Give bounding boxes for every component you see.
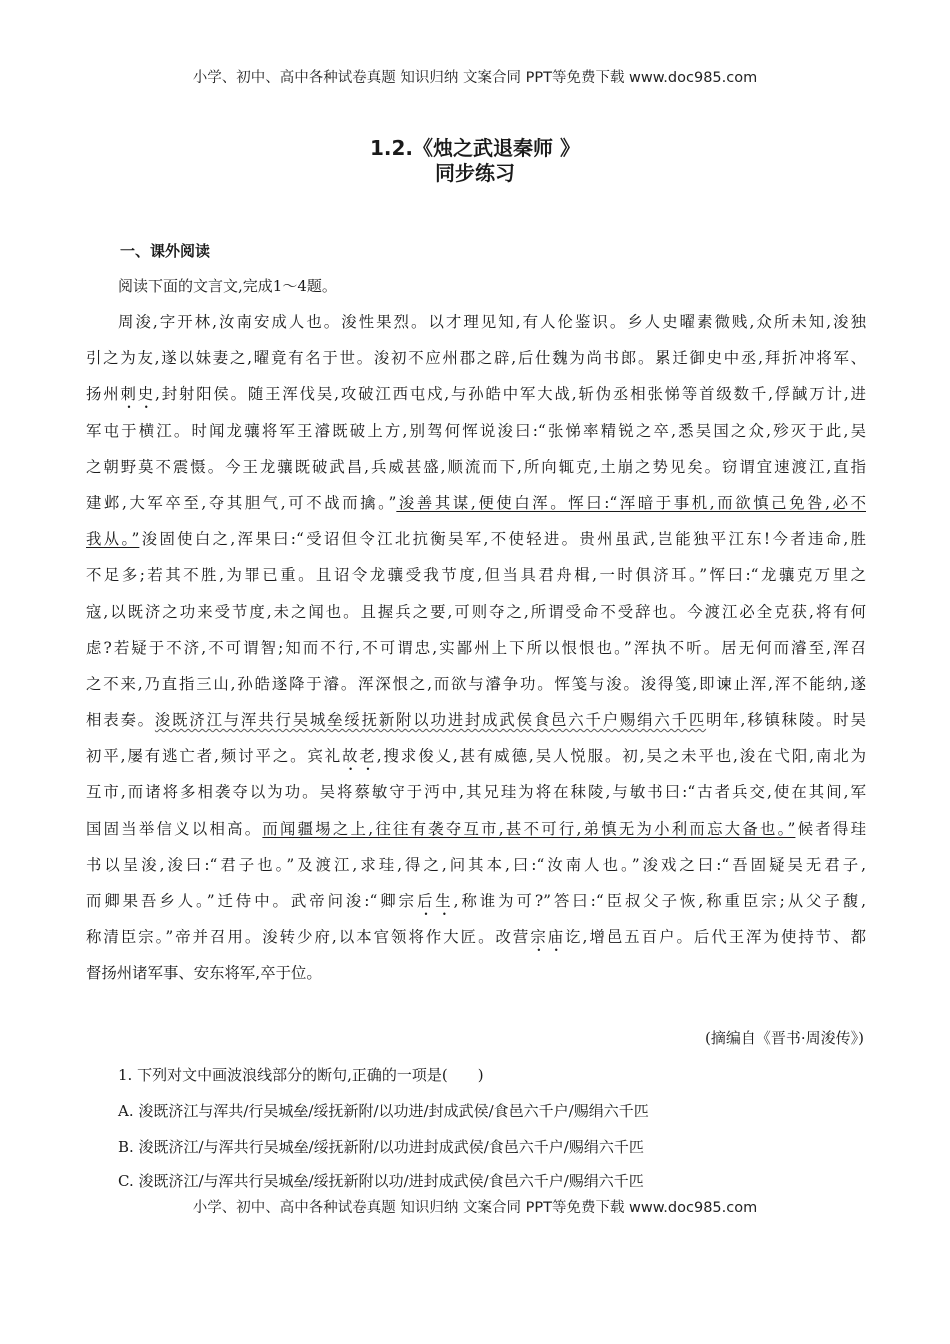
passage-line [86,883,866,919]
passage-line: 督扬州诸军事、安东将军,卒于位。 [86,964,322,983]
passage-text: ,封射阳侯。随王浑伐吴,攻破江西屯戍,与孙皓中军大战,斩伪丞相张悌等首级数千,俘馘万计,进 [154,385,866,404]
passage-line: 不足多;若其不胜,为罪已重。且诏令龙骧受我节度,但当具君舟楫,一时俱济耳。”恽曰:“龙骧克万里之 [86,566,866,585]
emphasized-term: 刺史 [120,385,155,404]
passage-line: 周浚,字开林,汝南安成人也。浚性果烈。以才理见知,有人伦鉴识。乡人史曜素微贱,众所未知,浚独 [118,313,866,331]
passage-text: 称清臣宗。”帝并召用。浚转少府,以本官领将作大匠。改营 [86,928,531,947]
passage-line [86,738,866,774]
passage-line [86,376,866,412]
passage-text: 讫,增邑五百户。后代王浑为使持节、都 [565,928,866,947]
option-c: C. 浚既济江/与浑共行吴城垒/绥抚新附以功/进封成武侯/食邑六千户/赐绢六千匹 [118,1172,644,1190]
page-subtitle: 同步练习 [435,161,515,185]
passage-line [86,702,866,738]
section-heading: 一、课外阅读 [120,242,211,260]
passage-text: 而卿果吾乡人。”迁侍中。武帝问浚:“卿宗 [86,892,417,910]
passage [86,304,866,992]
passage-line: 虑?若疑于不济,不可谓智;知而不行,不可谓忠,实鄙州上下所以恨恨也。”浑执不听。居无何而濬至,浑召 [86,638,866,657]
underlined-sentence: 浚善其谋,便使白浑。恽曰:“浑暗于事机,而欲慎己免咎,必不 [396,493,866,512]
passage-line: 寇,以既济之功来受节度,未之闻也。且握兵之要,可则夺之,所谓受命不受辞也。今渡江必全克获,将有何 [86,602,866,621]
emphasized-term: 后生 [416,892,454,910]
emphasized-term: 故老 [342,747,377,766]
passage-text: 浚固使白之,浑果曰:“受诏但令江北抗衡吴军,不使轻进。贵州虽武,岂能独平江东!今者违命,胜 [139,530,866,549]
underlined-sentence: 我从。” [86,530,140,549]
source-citation: (摘编自《晋书·周浚传》) [705,1029,864,1047]
instruction: 阅读下面的文言文,完成1～4题。 [118,277,337,295]
wavy-underlined-sentence: 浚既济江与浑共行吴城垒绥抚新附以功进封成武侯食邑六千户赐绢六千匹 [154,711,707,730]
passage-line [86,521,866,557]
question-1: 1. 下列对文中画波浪线部分的断句,正确的一项是( ) [118,1066,484,1084]
page-header: 小学、初中、高中各种试卷真题 知识归纳 文案合同 PPT等免费下载 www.doc985.com [192,70,758,86]
passage-text: 候者得珪 [795,819,866,838]
passage-text: 扬州 [86,385,121,404]
passage-line: 引之为友,遂以妹妻之,曜竟有名于世。浚初不应州郡之辟,后仕魏为尚书郎。累迁御史中丞,拜折冲将军、 [86,349,866,368]
page-footer: 小学、初中、高中各种试卷真题 知识归纳 文案合同 PPT等免费下载 www.doc985.com [192,1200,758,1216]
passage-line: 之不来,乃直指三山,孙皓遂降于濬。浑深恨之,而欲与濬争功。恽笺与浚。浚得笺,即谏止浑,浑不能纳,遂 [86,674,866,693]
passage-text: 国固当举信义以相高。 [86,819,263,838]
passage-line: 互市,而诸将多相袭夺以为功。吴将蔡敏守于沔中,其兄珪为将在秣陵,与敏书曰:“古者兵交,使在其间,军 [86,783,866,802]
passage-line: 军屯于横江。时闻龙骧将军王濬既破上方,别驾何恽说浚曰:“张悌率精锐之卒,悉吴国之众,殄灭于此,吴 [86,421,866,440]
option-a: A. 浚既济江与浑共/行吴城垒/绥抚新附/以功进/封成武侯/食邑六千户/赐绢六千匹 [118,1102,649,1120]
passage-text: 相表奏。 [86,711,155,730]
passage-text: 建邺,大军卒至,夺其胆气,可不战而擒。” [86,493,397,512]
passage-line [86,811,866,847]
passage-line: 书以呈浚,浚曰:“君子也。”及渡江,求珪,得之,问其本,曰:“汝南人也。”浚戏之曰:“吾固疑吴无君子, [86,855,866,874]
passage-line [86,485,866,521]
page-title: 1.2.《烛之武退秦师 》 [370,136,580,160]
passage-text: 明年,移镇秣陵。时吴 [706,711,866,730]
underlined-sentence: 而闻疆埸之上,往往有袭夺互市,甚不可行,弟慎无为小利而忘大备也。” [262,819,796,838]
passage-line [86,919,866,955]
passage-text: ,称谁为可?”答曰:“臣叔父子恢,称重臣宗;从父子馥, [453,892,866,910]
emphasized-term: 宗庙 [530,928,566,947]
passage-text: ,搜求俊乂,甚有威德,吴人悦服。初,吴之未平也,浚在弋阳,南北为 [376,747,866,766]
option-b: B. 浚既济江/与浑共行吴城垒/绥抚新附/以功进封成武侯/食邑六千户/赐绢六千匹 [118,1138,644,1156]
passage-line: 之朝野莫不震慑。今王龙骧既破武昌,兵威甚盛,顺流而下,所向辄克,土崩之势见矣。窃谓宜速渡江,直指 [86,457,866,476]
passage-text: 初平,屡有逃亡者,频讨平之。宾礼 [86,747,343,766]
